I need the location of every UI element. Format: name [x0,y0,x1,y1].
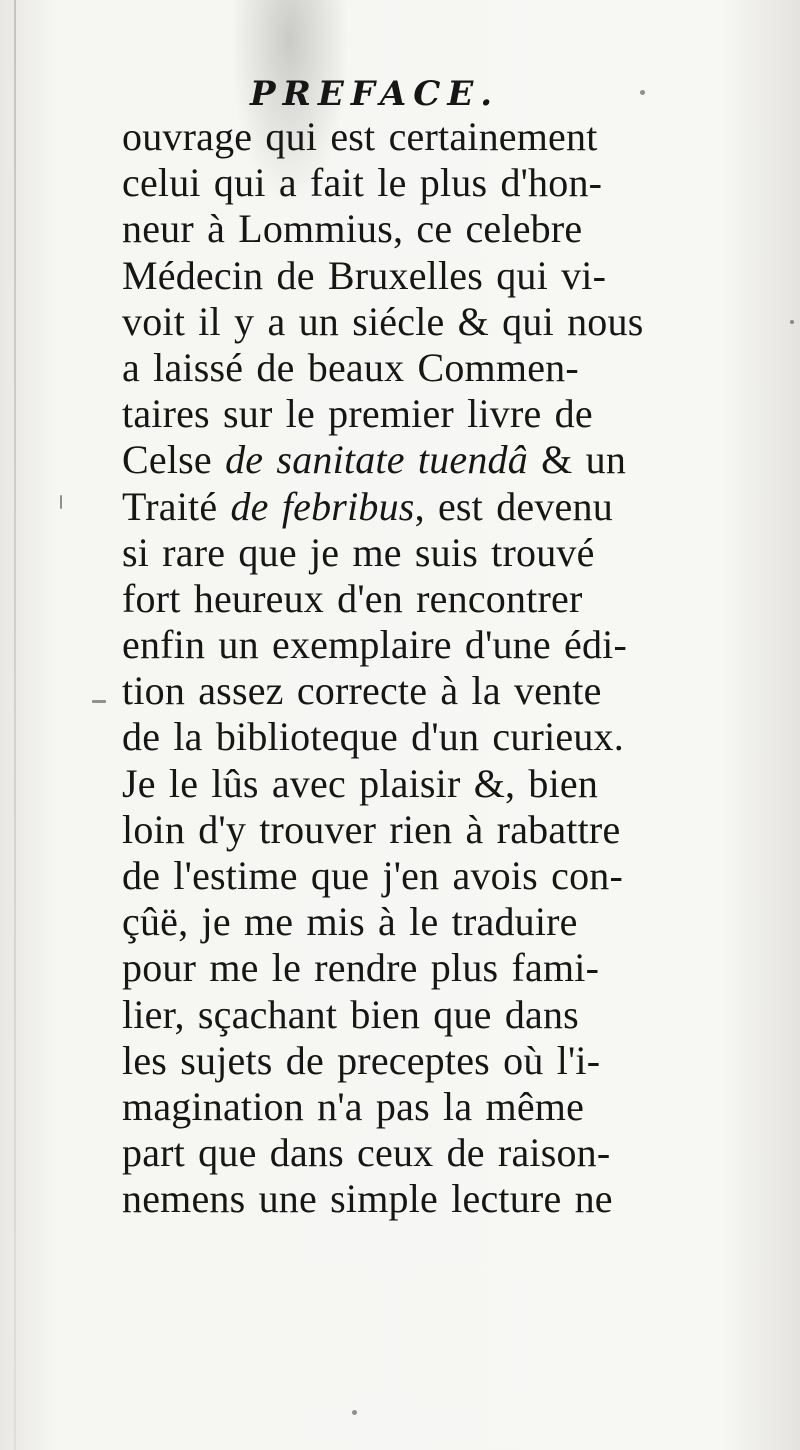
text-segment: fort heureux d'en rencontrer [122,575,583,621]
text-segment: Je le lûs avec plaisir &, bien [122,760,599,806]
ink-speck [352,1410,357,1415]
text-segment: les sujets de preceptes où l'i- [122,1037,601,1083]
italic-text-segment: de febribus [230,483,415,529]
text-line [122,1176,742,1222]
text-segment: pour me le rendre plus fami- [122,945,600,991]
text-line [122,437,742,483]
text-line [122,1130,742,1176]
text-segment: de la biblioteque d'un curieux. [122,714,624,760]
text-line [122,253,742,299]
text-segment: nemens une simple lecture ne [122,1176,613,1222]
text-segment: magination n'a pas la même [122,1083,585,1129]
text-segment: part que dans ceux de raison- [122,1130,611,1176]
italic-text-segment: de sanitate tuendâ [225,437,528,483]
text-segment: & un [527,437,627,483]
text-line [122,668,742,714]
text-line [122,1038,742,1084]
text-line [122,853,742,899]
text-segment: si rare que je me suis trouvé [122,529,595,575]
text-segment: loin d'y trouver rien à rabattre [122,806,621,852]
text-segment: voit il y a un siécle & qui nous [122,298,644,344]
page-edge-shadow [14,0,16,1450]
ink-speck [640,90,645,95]
text-line [122,391,742,437]
text-line [122,992,742,1038]
text-line [122,114,742,160]
running-header: PREFACE. [250,74,500,114]
text-segment: Traité [122,483,231,529]
text-line [122,576,742,622]
text-segment: çûë, je me mis à le traduire [122,899,578,945]
text-line [122,807,742,853]
text-segment: Celse [122,437,226,483]
text-line [122,1084,742,1130]
text-line [122,299,742,345]
text-segment: de l'estime que j'en avois con- [122,853,624,898]
text-line [122,761,742,807]
text-line [122,530,742,576]
text-segment: a laissé de beaux Commen- [122,344,579,390]
text-line [122,160,742,206]
text-line [122,899,742,945]
text-segment: enfin un exemplaire d'une édi- [122,622,628,668]
text-line [122,622,742,668]
text-line [122,345,742,391]
text-segment: lier, sçachant bien que dans [122,991,579,1037]
text-segment: ouvrage qui est certainement [122,114,598,159]
body-text [122,114,742,1414]
text-line [122,484,742,530]
text-segment: , est devenu [414,483,613,529]
text-segment: neur à Lommius, ce celebre [122,206,583,252]
ink-speck [60,495,62,509]
text-line [122,714,742,760]
text-line [122,206,742,252]
ink-speck [92,700,106,703]
text-segment: celui qui a fait le plus d'hon- [122,160,603,206]
text-line [122,945,742,991]
ink-speck [790,320,794,324]
text-segment: tion assez correcte à la vente [122,668,602,714]
text-segment: Médecin de Bruxelles qui vi- [122,252,607,298]
text-segment: taires sur le premier livre de [122,391,593,437]
